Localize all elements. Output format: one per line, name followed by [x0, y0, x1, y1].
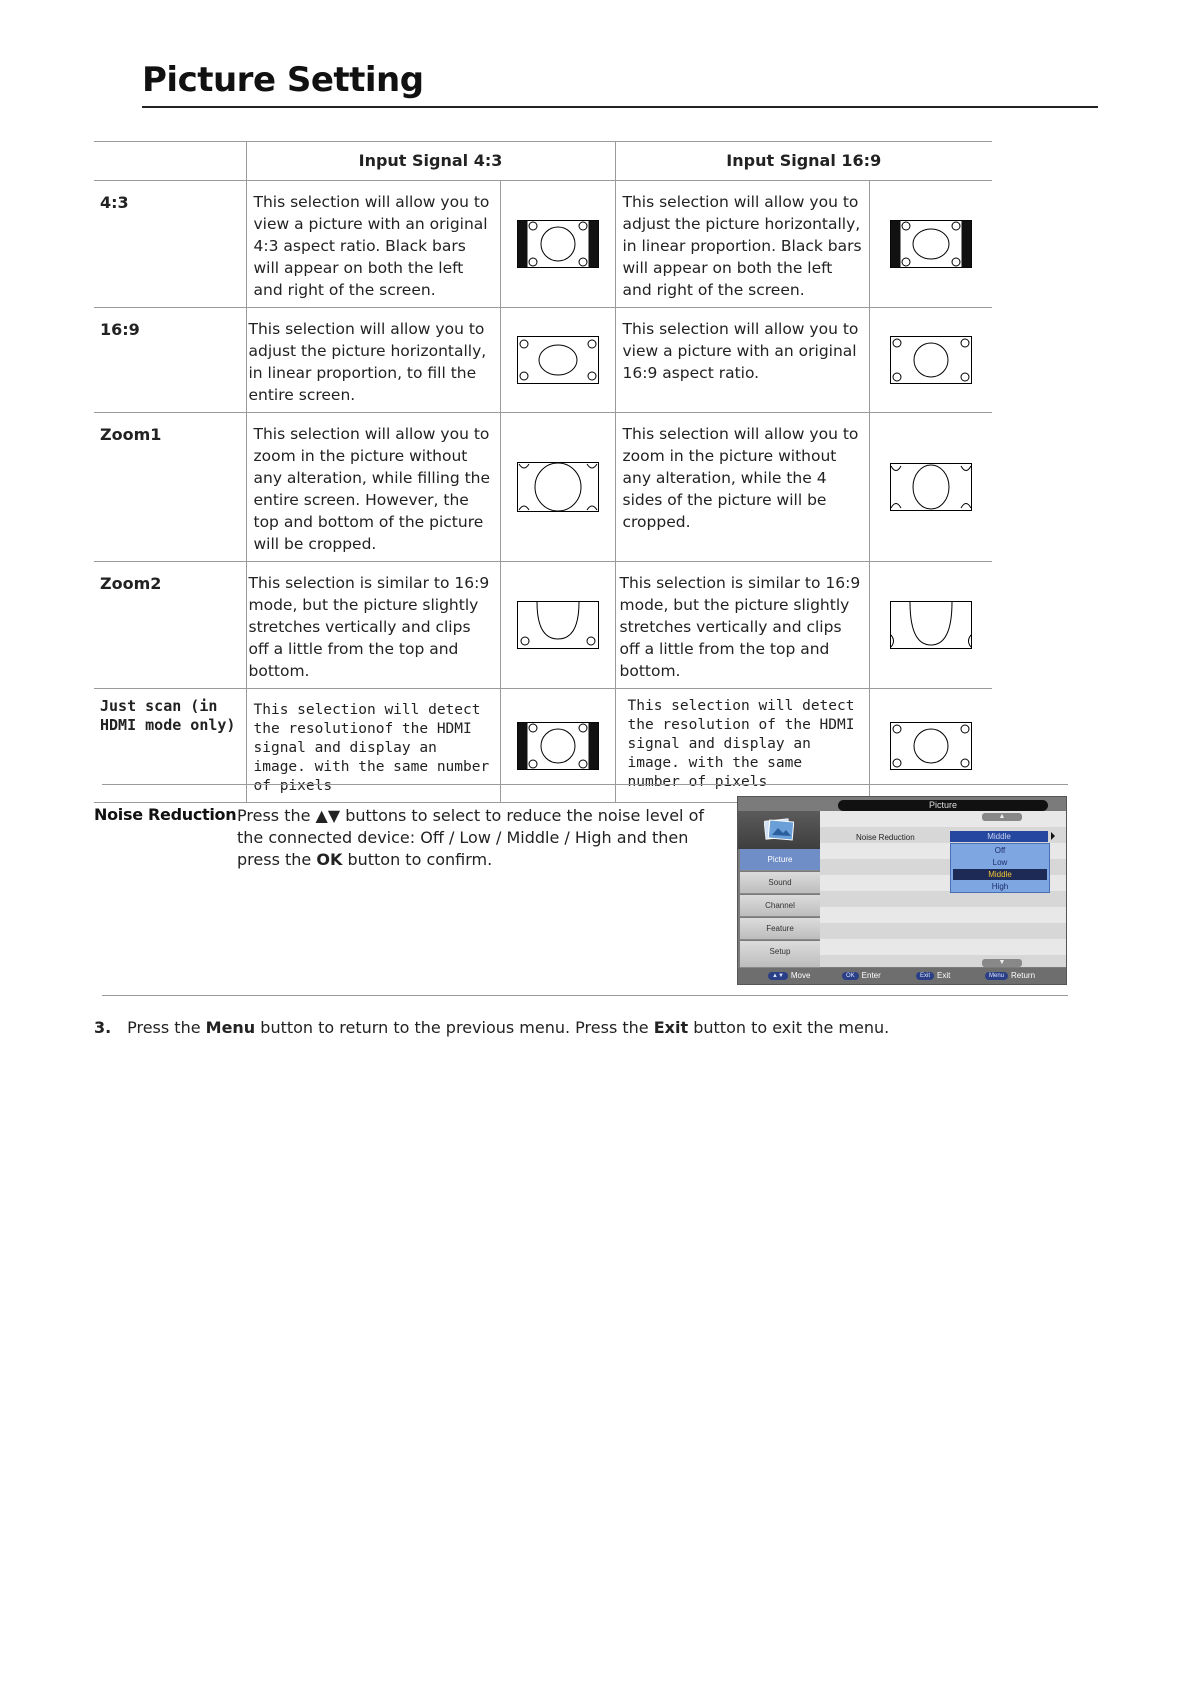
desc-43: This selection will allow you to adjust the picture horizontally, in linear proportion, to fill the entire screen. — [246, 308, 500, 413]
title-rule — [142, 106, 1098, 108]
section-divider — [102, 995, 1068, 996]
widescreen-icon — [517, 336, 599, 384]
row-label: 4:3 — [94, 181, 246, 308]
desc-169: This selection is similar to 16:9 mode, but the picture slightly stretches vertically and clips off a little from the top and bottom. — [615, 562, 869, 689]
osd-sidebar-item-sound: Sound — [740, 872, 820, 894]
osd-key-label: Enter — [861, 971, 881, 980]
osd-footer-exit — [916, 968, 950, 984]
osd-key-exit: Exit — [916, 972, 934, 980]
pillarbox-screen-icon — [517, 722, 599, 770]
row-label: Zoom2 — [94, 562, 246, 689]
osd-option-low: Low — [992, 858, 1008, 867]
aspect-illustration-43 — [500, 413, 615, 562]
widescreen-icon — [890, 336, 972, 384]
desc-169: This selection will allow you to zoom in the picture without any alteration, while the 4 sides of the picture will be cropped. — [615, 413, 869, 562]
osd-sidebar-item-channel: Channel — [740, 895, 820, 917]
osd-key-label: Move — [790, 971, 811, 980]
ok-key-label: OK — [316, 850, 343, 869]
osd-sidebar-item-feature: Feature — [740, 918, 820, 940]
aspect-illustration-43 — [500, 562, 615, 689]
scroll-down-icon: ▼ — [982, 959, 1022, 967]
noise-reduction-label: Noise Reduction — [94, 805, 237, 824]
aspect-illustration-169 — [869, 181, 992, 308]
header-input-169: Input Signal 16:9 — [615, 142, 992, 181]
aspect-illustration-169 — [869, 562, 992, 689]
desc-43: This selection will allow you to view a picture with an original 4:3 aspect ratio. Black bars will appear on both the left and right of the screen. — [246, 181, 500, 308]
osd-key-label: Return — [1011, 971, 1036, 980]
noise-reduction-description — [237, 805, 717, 871]
step-text-2: button to return to the previous menu. Press the — [260, 1018, 649, 1037]
table-row — [94, 308, 992, 413]
osd-icon-panel — [738, 811, 820, 849]
table-header-row — [94, 142, 992, 181]
step-3-instruction — [94, 1018, 889, 1037]
exit-key-label: Exit — [653, 1018, 689, 1037]
osd-key-ok: OK — [842, 972, 859, 980]
zoom-cropped-icon — [517, 462, 599, 512]
aspect-illustration-43 — [500, 308, 615, 413]
stretch-clip-icon — [517, 601, 599, 649]
scroll-up-icon: ▲ — [982, 813, 1022, 821]
osd-dropdown — [950, 843, 1050, 893]
osd-option-high: High — [991, 882, 1009, 891]
desc-169: This selection will allow you to view a picture with an original 16:9 aspect ratio. — [615, 308, 869, 413]
osd-sidebar-item-picture: Picture — [740, 849, 820, 871]
osd-title: Picture — [838, 800, 1048, 811]
aspect-illustration-43 — [500, 181, 615, 308]
picture-icon — [764, 817, 794, 841]
osd-sidebar-item-setup: Setup — [740, 941, 820, 968]
step-number: 3. — [94, 1018, 112, 1037]
osd-footer — [738, 968, 1066, 984]
table-row — [94, 413, 992, 562]
tv-osd-menu-screenshot — [737, 796, 1067, 985]
aspect-illustration-169 — [869, 308, 992, 413]
osd-option-off: Off — [994, 846, 1006, 855]
osd-footer-move — [768, 968, 810, 984]
widescreen-icon — [890, 722, 972, 770]
aspect-ratio-table — [94, 141, 992, 803]
desc-43: This selection will detect the resolutionof the HDMI signal and display an image. with the same number of pixels — [246, 689, 500, 803]
step-text-1: Press the — [127, 1018, 201, 1037]
aspect-illustration-169 — [869, 413, 992, 562]
osd-key-label: Exit — [937, 971, 951, 980]
row-label: 16:9 — [94, 308, 246, 413]
header-blank — [94, 142, 246, 181]
table-row — [94, 181, 992, 308]
table-row — [94, 562, 992, 689]
noise-text-2: button to confirm. — [347, 850, 493, 869]
row-label: Zoom1 — [94, 413, 246, 562]
desc-43: This selection is similar to 16:9 mode, but the picture slightly stretches vertically and clips off a little from the top and bottom. — [246, 562, 500, 689]
table-row — [94, 689, 992, 803]
desc-169: This selection will allow you to adjust the picture horizontally, in linear proportion. Black bars will appear on both the left and right of the screen. — [615, 181, 869, 308]
aspect-illustration-169 — [869, 689, 992, 803]
osd-key-move: ▲▼ — [768, 972, 788, 980]
noise-text-1: Press the ▲▼ buttons to select to reduce the noise level of the connected device: Off / Low / Middle / High and then press the — [237, 806, 704, 869]
row-label: Just scan (in HDMI mode only) — [94, 689, 246, 803]
stretch-clip-icon — [890, 601, 972, 649]
osd-footer-enter — [842, 968, 881, 984]
osd-key-menu: Menu — [985, 972, 1008, 980]
desc-169: This selection will detect the resolution of the HDMI signal and display an image. with the same number of pixels — [615, 689, 869, 803]
desc-43: This selection will allow you to zoom in the picture without any alteration, while filling the entire screen. However, the top and bottom of the picture will be cropped. — [246, 413, 500, 562]
osd-footer-return — [985, 968, 1035, 984]
section-divider — [102, 784, 1068, 785]
aspect-illustration-43 — [500, 689, 615, 803]
page-title: Picture Setting — [142, 60, 424, 100]
menu-key-label: Menu — [205, 1018, 256, 1037]
step-text-3: button to exit the menu. — [693, 1018, 890, 1037]
chevron-right-icon — [1051, 832, 1055, 840]
osd-noise-reduction-value: Middle — [950, 831, 1048, 842]
osd-option-middle: Middle — [953, 869, 1047, 880]
osd-noise-reduction-label: Noise Reduction — [856, 833, 915, 842]
zoom-cropped-icon — [890, 463, 972, 511]
header-input-43: Input Signal 4:3 — [246, 142, 615, 181]
pillarbox-screen-icon — [890, 220, 972, 268]
pillarbox-screen-icon — [517, 220, 599, 268]
